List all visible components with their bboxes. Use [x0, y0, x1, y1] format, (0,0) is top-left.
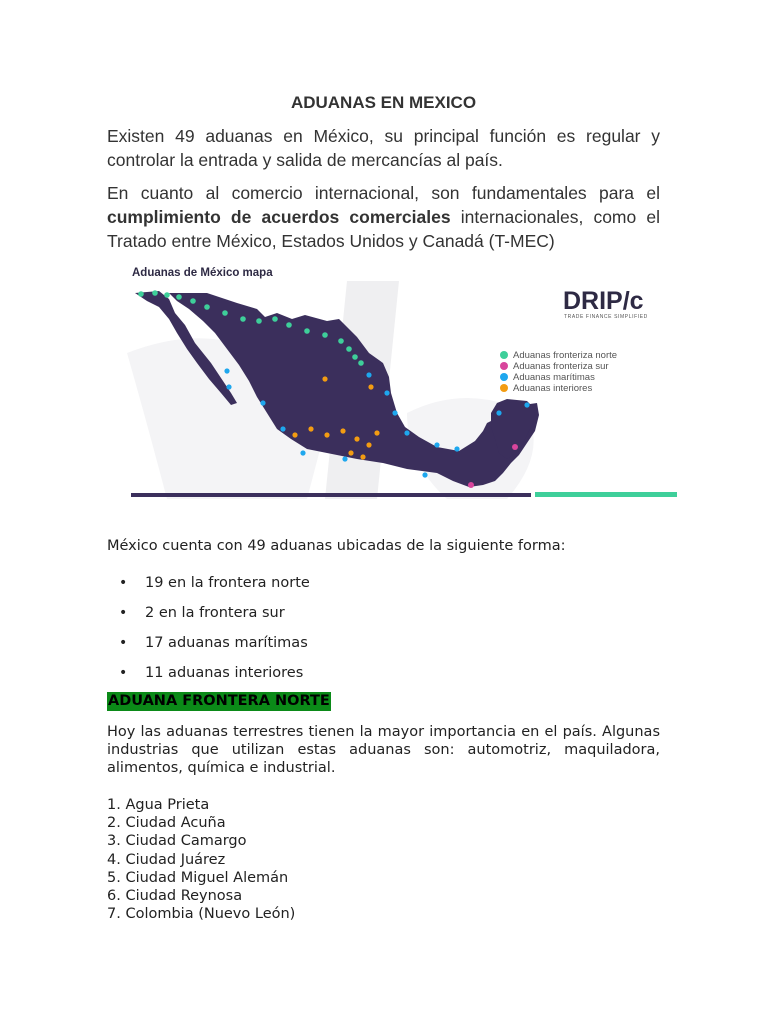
legend-south: Aduanas fronteriza sur	[513, 361, 609, 372]
map-dot	[224, 368, 229, 373]
map-dot	[222, 310, 228, 316]
trade-paragraph-bold: cumplimiento de acuerdos comerciales	[107, 207, 451, 227]
map-dot	[366, 442, 371, 447]
map-dot	[340, 428, 345, 433]
list-item: 3. Ciudad Camargo	[107, 833, 247, 850]
map-dot	[360, 454, 365, 459]
map-dot	[322, 376, 327, 381]
map-dot	[190, 298, 196, 304]
list-item	[107, 573, 660, 603]
legend-dot-north	[500, 351, 508, 359]
list-item-text: 2 en la frontera sur	[145, 605, 285, 621]
trade-paragraph-end: internacionales, como el Tratado entre México, Estados Unidos y Canadá (T-MEC)	[107, 207, 660, 251]
list-item	[107, 603, 660, 633]
map-dot	[392, 410, 397, 415]
map-dot	[354, 436, 359, 441]
dripc-logo	[563, 287, 648, 320]
map-dot	[324, 432, 329, 437]
list-item-text: 17 aduanas marítimas	[145, 635, 308, 651]
bullet-icon: •	[119, 575, 128, 591]
map-dot	[468, 482, 474, 488]
map-dot	[308, 426, 313, 431]
brand-tagline: TRADE FINANCE SIMPLIFIED	[564, 314, 648, 320]
map-dot	[512, 444, 518, 450]
map-dot	[358, 360, 364, 366]
list-item	[107, 663, 660, 693]
bottom-bar-right	[535, 492, 677, 497]
map-dot	[286, 322, 292, 328]
map-dot	[338, 338, 344, 344]
legend-dot-maritime	[500, 373, 508, 381]
page-title: ADUANAS EN MEXICO	[290, 93, 477, 112]
distribution-list	[107, 573, 660, 693]
list-item: 1. Agua Prieta	[107, 797, 210, 813]
map-dot	[342, 456, 347, 461]
bullet-icon: •	[119, 605, 128, 621]
list-item-text: 19 en la frontera norte	[145, 575, 310, 591]
map-legend	[500, 350, 617, 394]
map-dot	[240, 316, 246, 322]
map-dot	[346, 346, 352, 352]
legend-maritime: Aduanas marítimas	[513, 372, 595, 383]
map-dot	[300, 450, 305, 455]
map-dot	[226, 384, 231, 389]
legend-dot-south	[500, 362, 508, 370]
map-dot	[138, 291, 144, 297]
section-paragraph: Hoy las aduanas terrestres tienen la mayor importancia en el país. Algunas industrias que utilizan estas aduanas son: automotriz, maquiladora, alimentos, química e industrial.	[107, 724, 660, 776]
map-dot	[368, 384, 373, 389]
map-dot	[352, 354, 358, 360]
map-dot	[256, 318, 262, 324]
map-dot	[366, 372, 371, 377]
map-dot	[272, 316, 278, 322]
map-dot	[204, 304, 210, 310]
intro-paragraph: Existen 49 aduanas en México, su principal función es regular y controlar la entrada y salida de mercancías al país.	[107, 126, 660, 170]
bullet-icon: •	[119, 665, 128, 681]
map-dot	[496, 410, 501, 415]
list-item	[107, 633, 660, 663]
brand-name: DRIP/c	[563, 287, 644, 315]
map-dot	[164, 292, 170, 298]
trade-paragraph	[107, 181, 660, 253]
distribution-intro: México cuenta con 49 aduanas ubicadas de la siguiente forma:	[107, 538, 566, 554]
map-dot	[422, 472, 427, 477]
map-dot	[280, 426, 285, 431]
list-item: 6. Ciudad Reynosa	[107, 888, 243, 905]
legend-interior: Aduanas interiores	[513, 383, 593, 394]
map-dot	[454, 446, 459, 451]
map-dot	[374, 430, 379, 435]
map-dot	[260, 400, 265, 405]
map-dot	[384, 390, 389, 395]
map-heading: Aduanas de México mapa	[132, 267, 273, 279]
list-item: 2. Ciudad Acuña	[107, 815, 226, 832]
map-dot	[292, 432, 297, 437]
legend-north: Aduanas fronteriza norte	[513, 350, 618, 361]
map-dot	[434, 442, 439, 447]
map-dot	[304, 328, 310, 334]
trade-paragraph-start: En cuanto al comercio internacional, son fundamentales para el	[107, 183, 660, 203]
customs-map-image	[107, 263, 677, 499]
map-dot	[152, 290, 158, 296]
map-dot	[176, 294, 182, 300]
map-dot	[322, 332, 328, 338]
bullet-icon: •	[119, 635, 128, 651]
map-dot	[524, 402, 529, 407]
list-item: 4. Ciudad Juárez	[107, 851, 226, 868]
bottom-bar-left	[131, 493, 531, 497]
list-item: 5. Ciudad Miguel Alemán	[107, 869, 289, 886]
list-item-text: 11 aduanas interiores	[145, 665, 304, 681]
map-dot	[404, 430, 409, 435]
section-heading: ADUANA FRONTERA NORTE	[108, 693, 330, 709]
map-dot	[348, 450, 353, 455]
legend-dot-interior	[500, 384, 508, 392]
north-customs-list	[107, 796, 660, 923]
list-item: 7. Colombia (Nuevo León)	[107, 906, 296, 923]
